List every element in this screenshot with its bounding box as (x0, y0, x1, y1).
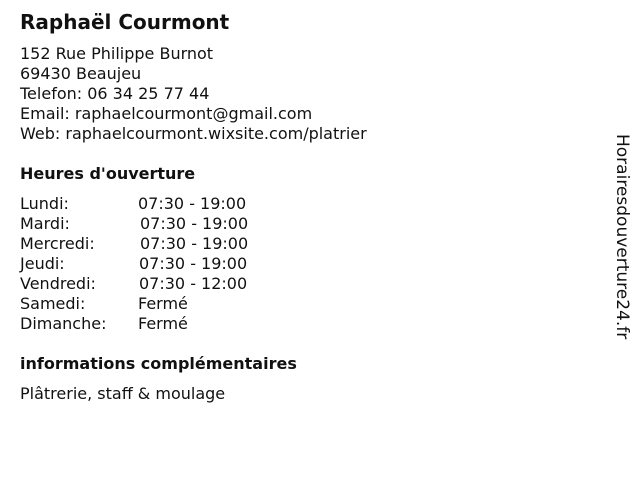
hours-value: Fermé (138, 294, 188, 313)
day-label: Dimanche: (20, 314, 107, 333)
contact-block (20, 44, 367, 144)
additional-info-heading: informations complémentaires (20, 354, 297, 373)
day-label: Mercredi: (20, 234, 95, 253)
hours-value: 07:30 - 19:00 (140, 214, 249, 233)
address-street: 152 Rue Philippe Burnot (20, 44, 214, 63)
business-name: Raphaël Courmont (20, 10, 230, 34)
hours-value: Fermé (138, 314, 188, 333)
hours-value: 07:30 - 19:00 (140, 234, 249, 253)
site-watermark (612, 134, 632, 354)
day-label: Samedi: (20, 294, 86, 313)
website-link[interactable]: Web: raphaelcourmont.wixsite.com/platrier (20, 124, 367, 143)
hours-value: 07:30 - 19:00 (138, 194, 247, 213)
watermark-text: Horairesdouverture24.fr (612, 134, 632, 340)
opening-hours-heading: Heures d'ouverture (20, 164, 196, 183)
day-label: Jeudi: (20, 254, 65, 273)
additional-info-text: Plâtrerie, staff & moulage (20, 384, 226, 403)
phone-number[interactable]: Telefon: 06 34 25 77 44 (20, 84, 210, 103)
hours-value: 07:30 - 19:00 (139, 254, 248, 273)
day-label: Mardi: (20, 214, 70, 233)
day-label: Vendredi: (20, 274, 96, 293)
email-address[interactable]: Email: raphaelcourmont@gmail.com (20, 104, 313, 123)
address-city: 69430 Beaujeu (20, 64, 142, 83)
hours-value: 07:30 - 12:00 (139, 274, 248, 293)
day-label: Lundi: (20, 194, 69, 213)
